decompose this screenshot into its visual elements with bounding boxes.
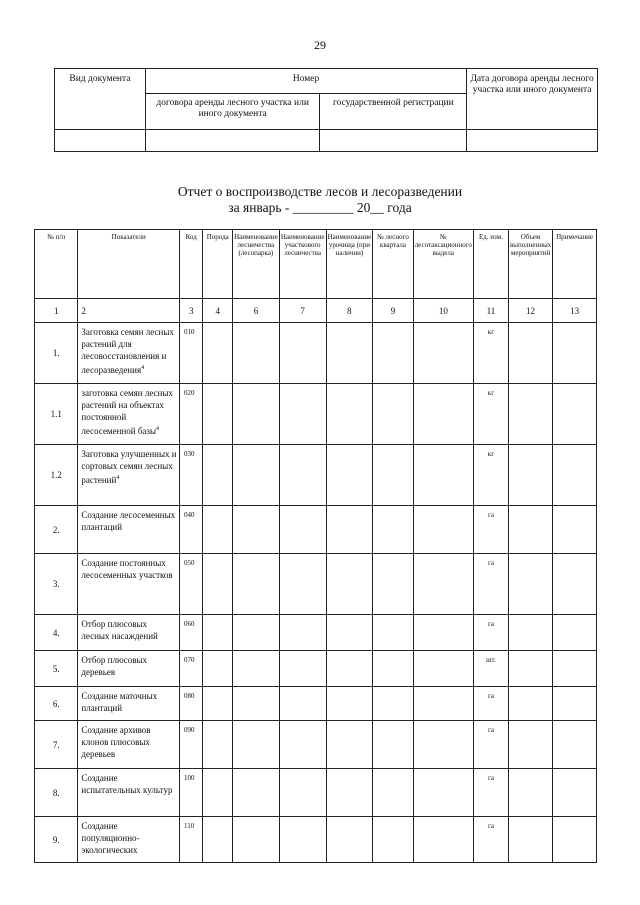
cell [413, 721, 473, 769]
cell [373, 554, 413, 615]
row-number [35, 721, 78, 769]
document-table [54, 68, 598, 152]
cell [413, 554, 473, 615]
cell [553, 687, 597, 721]
row-unit-text: га [487, 620, 494, 628]
row-number-text: 5. [52, 663, 60, 674]
cell [326, 445, 373, 506]
cell [326, 323, 373, 384]
page-number: 29 [314, 38, 326, 52]
row-code-text: 110 [183, 822, 195, 830]
header-cell: № п/п [35, 230, 78, 299]
row-code [179, 554, 203, 615]
cell [553, 445, 597, 506]
cell [203, 687, 233, 721]
cell [203, 817, 233, 863]
row-code [179, 445, 203, 506]
table-row [35, 769, 597, 817]
row-indicator-text: Заготовка улучшенных и сортовых семян лесных растений [81, 449, 177, 485]
row-code [179, 769, 203, 817]
column-number: 3 [179, 299, 203, 323]
row-unit [473, 721, 508, 769]
row-indicator [78, 323, 180, 384]
row-unit-text: га [487, 511, 494, 519]
row-code [179, 615, 203, 651]
cell [373, 615, 413, 651]
cell [508, 506, 552, 554]
row-unit-text: га [487, 726, 494, 734]
cell [279, 506, 326, 554]
row-indicator-text: Создание лесосеменных плантаций [81, 510, 176, 532]
cell [203, 651, 233, 687]
row-code [179, 817, 203, 863]
cell [233, 687, 280, 721]
cell [203, 615, 233, 651]
cell [553, 769, 597, 817]
cell [233, 323, 280, 384]
table-row [35, 615, 597, 651]
cell [233, 384, 280, 445]
cell [373, 506, 413, 554]
row-unit-text: га [487, 774, 494, 782]
footnote-marker: 4 [156, 426, 159, 432]
report-title-line1: Отчет о воспроизводстве лесов и лесоразведении [177, 184, 463, 199]
row-code [179, 651, 203, 687]
row-indicator [78, 687, 180, 721]
row-number-text: 4. [52, 627, 60, 638]
cell [508, 687, 552, 721]
cell [413, 384, 473, 445]
row-indicator [78, 769, 180, 817]
cell [279, 721, 326, 769]
doc-cell [55, 130, 146, 152]
row-number [35, 445, 78, 506]
cell [203, 769, 233, 817]
row-number-text: 8. [52, 787, 60, 798]
cell [203, 554, 233, 615]
cell [279, 615, 326, 651]
header-row [35, 230, 597, 299]
row-indicator-text: Создание испытательных культур [81, 773, 173, 795]
row-unit [473, 506, 508, 554]
header-cell: Порода [203, 230, 233, 299]
header-cell: Показатели [78, 230, 180, 299]
cell [553, 615, 597, 651]
cell [279, 651, 326, 687]
row-indicator [78, 554, 180, 615]
cell [413, 506, 473, 554]
row-code [179, 687, 203, 721]
row-unit-text: кг [487, 389, 495, 397]
cell [413, 651, 473, 687]
row-number-text: 1.2 [50, 470, 62, 480]
cell [553, 817, 597, 863]
row-unit-text: кг [487, 450, 495, 458]
cell [233, 651, 280, 687]
cell [373, 769, 413, 817]
row-unit-text: га [487, 559, 494, 567]
row-number [35, 769, 78, 817]
row-indicator-text: заготовка семян лесных растений на объектах постоянной лесосеменной базы [81, 388, 173, 436]
cell [233, 506, 280, 554]
cell [233, 817, 280, 863]
col-date-header: Дата договора аренды лесного участка или иного документа [467, 69, 598, 130]
doc-cell [467, 130, 598, 152]
row-number-text: 3. [52, 579, 60, 589]
row-number [35, 506, 78, 554]
cell [413, 817, 473, 863]
row-code-text: 030 [183, 450, 195, 458]
cell [413, 323, 473, 384]
cell [553, 554, 597, 615]
row-indicator-text: Отбор плюсовых лесных насаждений [81, 619, 158, 641]
header-cell: Ед. изм. [473, 230, 508, 299]
cell [279, 687, 326, 721]
cell [413, 687, 473, 721]
footnote-marker: 4 [141, 365, 145, 371]
cell [413, 615, 473, 651]
row-code-text: 050 [183, 559, 195, 567]
footnote-marker: 4 [116, 475, 120, 481]
row-number [35, 323, 78, 384]
row-indicator [78, 651, 180, 687]
row-indicator [78, 506, 180, 554]
report-title-line2: за январь - _________ 20__ года [228, 200, 412, 215]
cell [553, 721, 597, 769]
row-number [35, 554, 78, 615]
cell [326, 687, 373, 721]
cell [508, 323, 552, 384]
cell [203, 721, 233, 769]
row-indicator [78, 384, 180, 445]
row-number [35, 817, 78, 863]
cell [233, 615, 280, 651]
cell [553, 506, 597, 554]
cell [508, 554, 552, 615]
cell [553, 651, 597, 687]
row-unit-text: га [487, 692, 494, 700]
column-number-row [35, 299, 597, 323]
cell [508, 445, 552, 506]
row-code [179, 384, 203, 445]
row-number-text: 6. [52, 698, 60, 709]
row-number-text: 1.1 [50, 409, 62, 419]
row-number-text: 1. [52, 348, 60, 358]
cell [553, 323, 597, 384]
cell [326, 721, 373, 769]
header-cell: Наименование лесничества (лесопарка) [233, 230, 280, 299]
row-unit [473, 384, 508, 445]
column-number: 1 [35, 299, 78, 323]
sub-lease-header: договора аренды лесного участка или иного документа [145, 94, 320, 130]
row-code [179, 323, 203, 384]
row-indicator [78, 445, 180, 506]
table-row [35, 687, 597, 721]
header-cell: Наименование участкового лесничества [279, 230, 326, 299]
cell [373, 651, 413, 687]
cell [326, 615, 373, 651]
row-unit [473, 615, 508, 651]
row-code-text: 020 [183, 389, 195, 397]
cell [279, 384, 326, 445]
cell [508, 651, 552, 687]
cell [508, 615, 552, 651]
cell [373, 687, 413, 721]
row-unit-text: га [487, 822, 494, 830]
cell [373, 323, 413, 384]
column-number: 6 [233, 299, 280, 323]
cell [326, 769, 373, 817]
cell [508, 384, 552, 445]
cell [326, 506, 373, 554]
column-number: 8 [326, 299, 373, 323]
row-number-text: 7. [52, 739, 60, 750]
column-number: 2 [78, 299, 180, 323]
row-number-text: 2. [52, 524, 60, 535]
cell [373, 384, 413, 445]
cell [279, 323, 326, 384]
cell [279, 554, 326, 615]
row-number-text: 9. [52, 834, 60, 845]
table-row [35, 554, 597, 615]
cell [233, 721, 280, 769]
cell [326, 554, 373, 615]
cell [413, 445, 473, 506]
row-unit [473, 323, 508, 384]
header-cell: Объем выполненных мероприятий [508, 230, 552, 299]
row-unit-text: кг [487, 328, 495, 336]
cell [373, 445, 413, 506]
column-number: 7 [279, 299, 326, 323]
cell [279, 769, 326, 817]
row-unit [473, 651, 508, 687]
row-indicator-text: Заготовка семян лесных растений для лесовосстановления и лесоразведения [81, 327, 174, 375]
table-row [35, 817, 597, 863]
table-row [35, 651, 597, 687]
table-row [35, 506, 597, 554]
row-unit [473, 445, 508, 506]
cell [203, 323, 233, 384]
cell [203, 506, 233, 554]
cell [508, 769, 552, 817]
col-doc-type-header: Вид документа [55, 69, 146, 130]
doc-cell [145, 130, 320, 152]
cell [373, 817, 413, 863]
header-cell: Код [179, 230, 203, 299]
cell [326, 651, 373, 687]
row-unit [473, 687, 508, 721]
row-code-text: 080 [183, 692, 195, 700]
report-table [34, 229, 597, 863]
row-indicator-text: Создание постоянных лесосеменных участков [81, 558, 173, 580]
cell [279, 817, 326, 863]
column-number: 13 [553, 299, 597, 323]
row-code-text: 010 [183, 328, 195, 336]
row-indicator-text: Создание архивов клонов плюсовых деревьев [81, 725, 151, 759]
row-indicator [78, 721, 180, 769]
row-code-text: 070 [183, 656, 195, 664]
header-cell: № лесотаксационного выдела [413, 230, 473, 299]
doc-cell [320, 130, 467, 152]
row-indicator-text: Отбор плюсовых деревьев [81, 655, 147, 677]
column-number: 4 [203, 299, 233, 323]
row-unit [473, 554, 508, 615]
table-row [35, 384, 597, 445]
column-number: 12 [508, 299, 552, 323]
row-indicator [78, 817, 180, 863]
header-cell: № лесного квартала [373, 230, 413, 299]
header-cell: Примечание [553, 230, 597, 299]
doc-table-empty-row [55, 130, 598, 152]
cell [508, 817, 552, 863]
cell [553, 384, 597, 445]
report-title [0, 184, 640, 216]
sub-registration-header: государственной регистрации [320, 94, 467, 130]
row-code-text: 060 [183, 620, 195, 628]
row-number [35, 687, 78, 721]
col-number-header: Номер [145, 69, 466, 94]
row-unit [473, 817, 508, 863]
row-unit [473, 769, 508, 817]
row-code-text: 100 [183, 774, 195, 782]
row-code [179, 506, 203, 554]
row-number [35, 615, 78, 651]
cell [373, 721, 413, 769]
cell [203, 445, 233, 506]
cell [508, 721, 552, 769]
row-number [35, 651, 78, 687]
table-row [35, 323, 597, 384]
cell [326, 817, 373, 863]
table-body [35, 323, 597, 863]
column-number: 11 [473, 299, 508, 323]
header-cell: Наименование урочища (при наличии) [326, 230, 373, 299]
row-indicator-text: Создание маточных плантаций [81, 691, 158, 713]
cell [279, 445, 326, 506]
row-number [35, 384, 78, 445]
row-code-text: 040 [183, 511, 195, 519]
cell [203, 384, 233, 445]
row-unit-text: шт. [486, 656, 496, 664]
cell [233, 445, 280, 506]
cell [233, 554, 280, 615]
cell [326, 384, 373, 445]
cell [233, 769, 280, 817]
column-number: 10 [413, 299, 473, 323]
table-row [35, 445, 597, 506]
table-row [35, 721, 597, 769]
row-code [179, 721, 203, 769]
column-number: 9 [373, 299, 413, 323]
cell [413, 769, 473, 817]
row-indicator-text: Создание популяционно-экологических [81, 821, 140, 855]
row-code-text: 090 [183, 726, 195, 734]
row-indicator [78, 615, 180, 651]
